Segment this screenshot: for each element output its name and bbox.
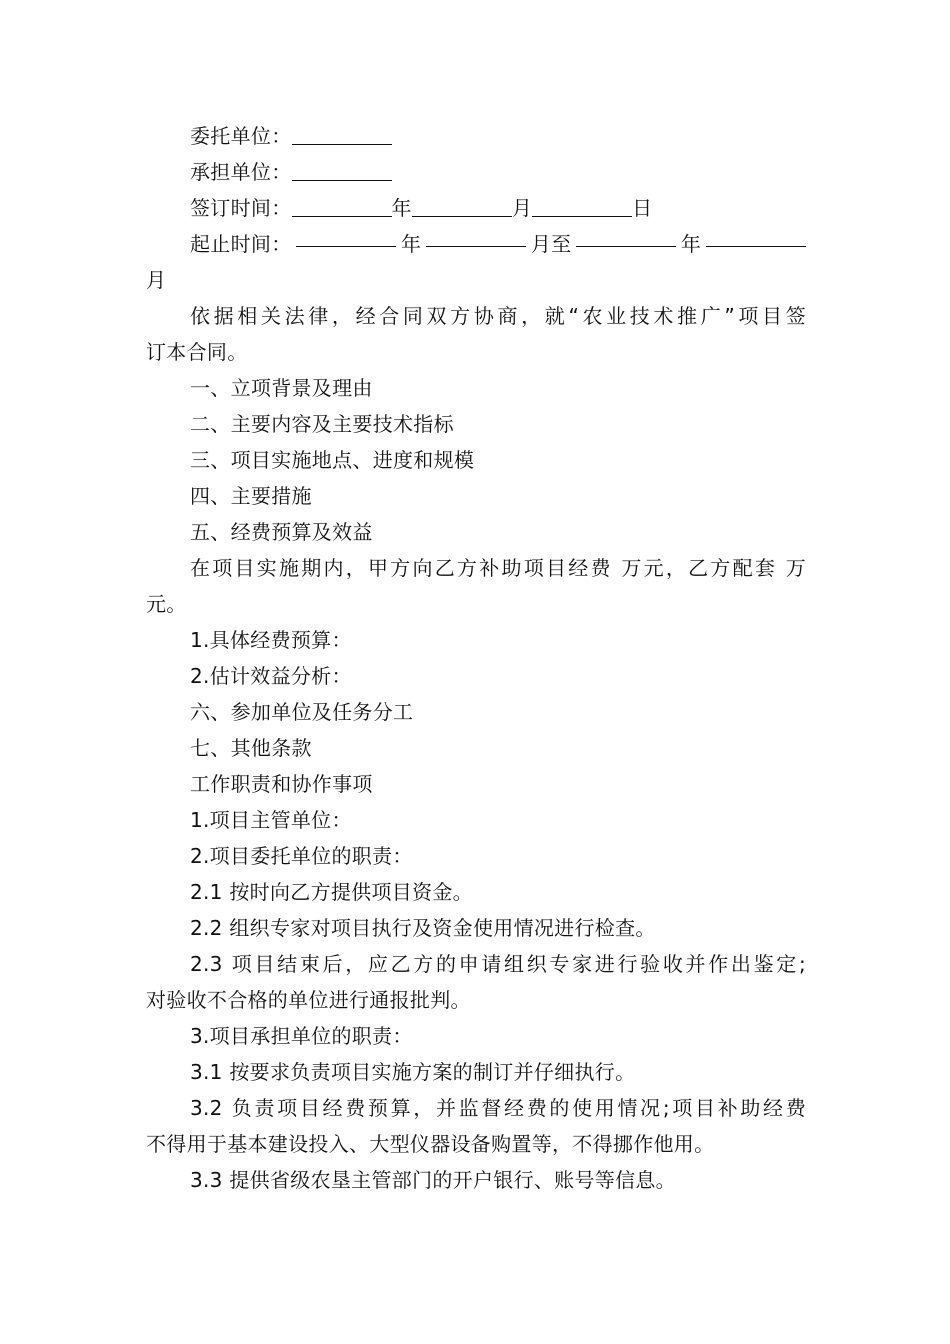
period-year1-label: 年 <box>401 232 422 256</box>
period-month2-blank <box>706 226 806 247</box>
duty-3-1: 3.1 按要求负责项目实施方案的制订并仔细执行。 <box>190 1060 636 1084</box>
duty-2-3-line2: 对验收不合格的单位进行通报批判。 <box>146 988 471 1012</box>
entrust-unit-line <box>146 118 806 154</box>
funding-paragraph-line2: 元。 <box>146 592 187 616</box>
duty-2-2: 2.2 组织专家对项目执行及资金使用情况进行检查。 <box>190 916 656 940</box>
undertake-unit-line <box>146 154 806 190</box>
duty-1: 1.项目主管单位： <box>190 808 352 832</box>
section-4-heading: 四、主要措施 <box>190 484 312 508</box>
duties-title: 工作职责和协作事项 <box>190 772 373 796</box>
duty-3: 3.项目承担单位的职责： <box>190 1024 413 1048</box>
sign-day-blank <box>532 196 632 217</box>
entrust-unit-blank <box>292 124 392 145</box>
intro-paragraph-line1: 依据相关法律，经合同双方协商，就“农业技术推广”项目签 <box>190 304 806 328</box>
period-month-to-label: 月至 <box>530 232 572 256</box>
duty-2-1: 2.1 按时向乙方提供项目资金。 <box>190 880 473 904</box>
section-7-heading: 七、其他条款 <box>190 736 312 760</box>
duty-3-3: 3.3 提供省级农垦主管部门的开户银行、账号等信息。 <box>190 1168 676 1192</box>
budget-item: 1.具体经费预算： <box>190 628 352 652</box>
duty-2-3-line1: 2.3 项目结束后，应乙方的申请组织专家进行验收并作出鉴定; <box>190 952 806 976</box>
sign-date-label: 签订时间： <box>190 196 292 220</box>
contract-document <box>146 118 806 1198</box>
sign-date-line <box>146 190 806 226</box>
duty-3-2-line2: 不得用于基本建设投入、大型仪器设备购置等，不得挪作他用。 <box>146 1132 715 1156</box>
duty-2: 2.项目委托单位的职责： <box>190 844 413 868</box>
duty-3-2-line1: 3.2 负责项目经费预算，并监督经费的使用情况;项目补助经费 <box>190 1096 806 1120</box>
undertake-unit-label: 承担单位： <box>190 160 292 184</box>
section-2-heading: 二、主要内容及主要技术指标 <box>190 412 454 436</box>
undertake-unit-blank <box>292 160 392 181</box>
sign-month-label: 月 <box>511 196 533 220</box>
period-year1-blank <box>296 226 396 247</box>
period-label: 起止时间： <box>190 232 292 256</box>
sign-year-blank <box>292 196 392 217</box>
period-year2-label: 年 <box>680 232 702 256</box>
sign-day-label: 日 <box>632 196 653 220</box>
section-5-heading: 五、经费预算及效益 <box>190 520 373 544</box>
period-year2-blank <box>576 226 676 247</box>
sign-month-blank <box>412 196 512 217</box>
section-3-heading: 三、项目实施地点、进度和规模 <box>190 448 475 472</box>
period-line <box>146 226 806 262</box>
sign-year-label: 年 <box>391 196 412 220</box>
benefit-item: 2.估计效益分析： <box>190 664 352 688</box>
intro-paragraph-line2: 订本合同。 <box>146 340 248 364</box>
entrust-unit-label: 委托单位： <box>190 124 292 148</box>
funding-paragraph-line1: 在项目实施期内，甲方向乙方补助项目经费 万元，乙方配套 万 <box>190 556 806 580</box>
section-6-heading: 六、参加单位及任务分工 <box>190 700 414 724</box>
period-month1-blank <box>426 226 526 247</box>
period-month-end: 月 <box>146 268 167 292</box>
section-1-heading: 一、立项背景及理由 <box>190 376 373 400</box>
